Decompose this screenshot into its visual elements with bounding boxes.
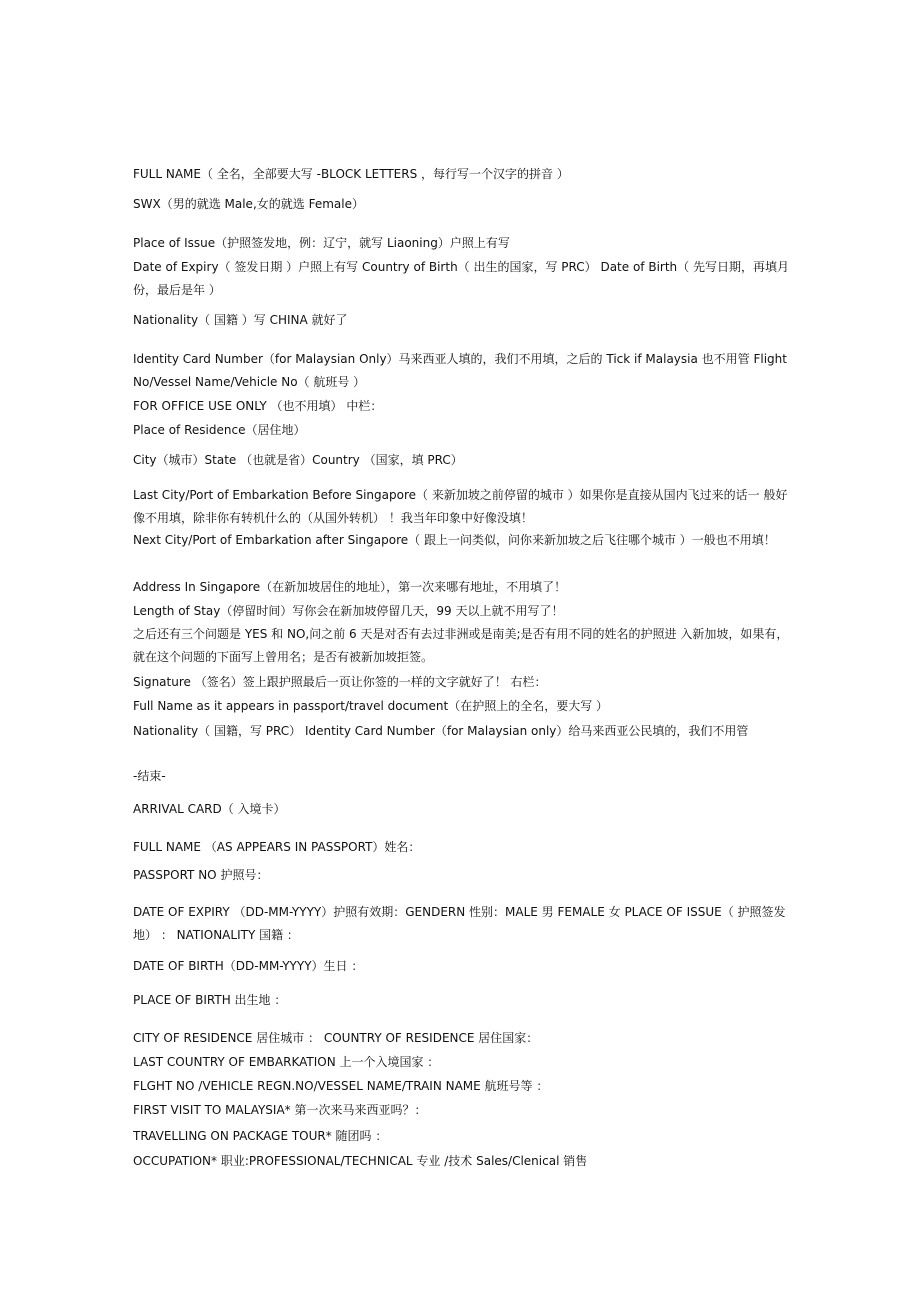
text-line: City（城市）State （也就是省）Country （国家，填 PRC）	[133, 453, 463, 467]
text-line: FLGHT NO /VEHICLE REGN.NO/VESSEL NAME/TRAIN NAME 航班号等 ：	[133, 1079, 549, 1093]
text-line: PLACE OF BIRTH 出生地 ：	[133, 993, 287, 1007]
text-line: FOR OFFICE USE ONLY （也不用填） 中栏：	[133, 399, 383, 413]
text-line: FULL NAME （AS APPEARS IN PASSPORT）姓名：	[133, 840, 421, 854]
text-line: OCCUPATION* 职业:PROFESSIONAL/TECHNICAL 专业 /技术 Sales/Clenical 销售	[133, 1154, 588, 1168]
text-line: Nationality（ 国籍 ）写 CHINA 就好了	[133, 313, 348, 327]
text-line: DATE OF EXPIRY （DD-MM-YYYY）护照有效期：GENDERN 性别：MALE 男 FEMALE 女 PLACE OF ISSUE（ 护照签发地） ： NATIONALITY 国籍 ：	[133, 905, 786, 942]
text-line: Next City/Port of Embarkation after Singapore（ 跟上一问类似，问你来新加坡之后飞往哪个城市 ）一般也不用填！	[133, 533, 776, 547]
text-line: Length of Stay（停留时间）写你会在新加坡停留几天，99 天以上就不用写了！	[133, 604, 564, 618]
text-line: -结束-	[133, 769, 166, 783]
text-line: FIRST VISIT TO MALAYSIA* 第一次来马来西亚吗？：	[133, 1103, 427, 1117]
text-line: Address In Singapore（在新加坡居住的地址），第一次来哪有地址，不用填了！	[133, 580, 567, 594]
text-line: ARRIVAL CARD（ 入境卡）	[133, 802, 286, 816]
text-line: Place of Residence（居住地）	[133, 423, 306, 437]
text-line: Signature （签名）签上跟护照最后一页让你签的一样的文字就好了！ 右栏：	[133, 675, 547, 689]
text-line: DATE OF BIRTH（DD-MM-YYYY）生日 ：	[133, 959, 364, 973]
text-line: Nationality（ 国籍，写 PRC） Identity Card Number（for Malaysian only）给马来西亚公民填的，我们不用管	[133, 724, 749, 738]
text-line: Full Name as it appears in passport/travel document（在护照上的全名，要大写 ）	[133, 699, 609, 713]
text-line: Last City/Port of Embarkation Before Singapore（ 来新加坡之前停留的城市 ）如果你是直接从国内飞过来的话一 般好像不用填，除非你有转机什么的（从国外转机） ！我当年印象中好像没填！	[133, 488, 788, 525]
text-line: LAST COUNTRY OF EMBARKATION 上一个入境国家 ：	[133, 1055, 440, 1069]
text-line: PASSPORT NO 护照号：	[133, 868, 269, 882]
text-line: FULL NAME（ 全名，全部要大写 -BLOCK LETTERS ，每行写一个汉字的拼音 ）	[133, 167, 569, 181]
text-line: TRAVELLING ON PACKAGE TOUR* 随团吗 ：	[133, 1129, 388, 1143]
text-line: SWX（男的就选 Male,女的就选 Female）	[133, 197, 364, 211]
text-line: Place of Issue（护照签发地，例：辽宁，就写 Liaoning）户照上有写	[133, 236, 510, 250]
text-line: CITY OF RESIDENCE 居住城市 ： COUNTRY OF RESIDENCE 居住国家：	[133, 1031, 539, 1045]
text-line: Date of Expiry（ 签发日期 ）户照上有写 Country of Birth（ 出生的国家，写 PRC） Date of Birth（ 先写日期，再填月份，最后是年 ）	[133, 260, 789, 297]
text-line: Identity Card Number（for Malaysian Only）马来西亚人填的，我们不用填，之后的 Tick if Malaysia 也不用管 Flight No/Vessel Name/Vehicle No（ 航班号 ）	[133, 352, 787, 389]
text-line: 之后还有三个问题是 YES 和 NO,问之前 6 天是对否有去过非洲或是南美;是否有用不同的姓名的护照进 入新加坡，如果有，就在这个问题的下面写上曾用名；是否有被新加坡拒签。	[133, 627, 789, 664]
